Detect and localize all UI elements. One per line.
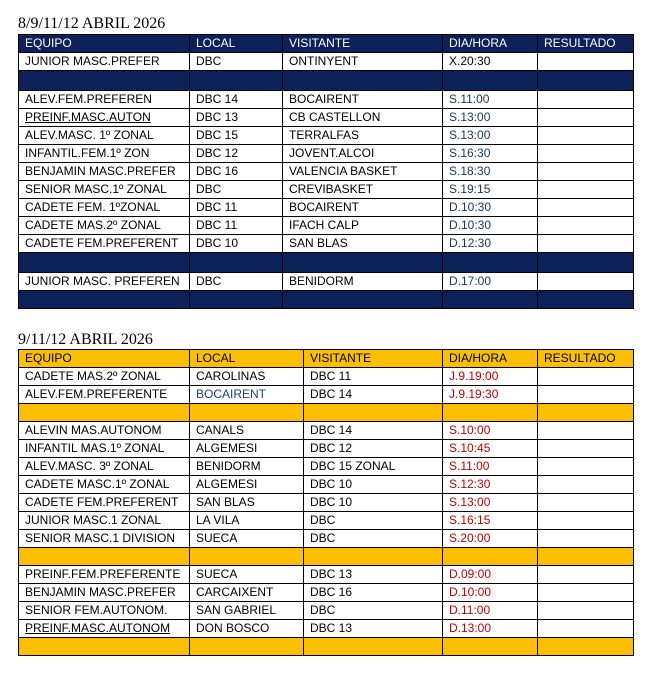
day-separator bbox=[19, 638, 634, 656]
cell-resultado bbox=[538, 620, 634, 638]
cell-local: DBC 15 bbox=[190, 127, 283, 145]
home-schedule-table bbox=[18, 34, 634, 309]
table-row bbox=[19, 368, 634, 386]
table-row bbox=[19, 53, 634, 71]
cell-resultado bbox=[538, 512, 634, 530]
cell-resultado bbox=[538, 145, 634, 163]
cell-visitante: DBC 13 bbox=[304, 620, 443, 638]
cell-visitante: ONTINYENT bbox=[283, 53, 443, 71]
table-row bbox=[19, 584, 634, 602]
table-row bbox=[19, 217, 634, 235]
header-resultado: RESULTADO bbox=[538, 350, 634, 368]
cell-visitante: BOCAIRENT bbox=[283, 199, 443, 217]
cell-resultado bbox=[538, 368, 634, 386]
cell-local: DBC 16 bbox=[190, 163, 283, 181]
table-row bbox=[19, 602, 634, 620]
section1-title: 8/9/11/12 ABRIL 2026 bbox=[18, 15, 166, 32]
cell-equipo: SENIOR FEM.AUTONOM. bbox=[19, 602, 190, 620]
table-row bbox=[19, 386, 634, 404]
cell-visitante: TERRALFAS bbox=[283, 127, 443, 145]
cell-visitante: JOVENT.ALCOI bbox=[283, 145, 443, 163]
cell-local: DBC 10 bbox=[190, 235, 283, 253]
cell-local: SAN GABRIEL bbox=[190, 602, 304, 620]
cell-local: CARCAIXENT bbox=[190, 584, 304, 602]
day-separator bbox=[19, 404, 634, 422]
header-visitante: VISITANTE bbox=[304, 350, 443, 368]
cell-equipo: JUNIOR MASC.1 ZONAL bbox=[19, 512, 190, 530]
cell-hora: D.09:00 bbox=[443, 566, 538, 584]
table-row bbox=[19, 476, 634, 494]
table-header bbox=[19, 350, 634, 368]
cell-resultado bbox=[538, 109, 634, 127]
cell-equipo: ALEVIN MAS.AUTONOM bbox=[19, 422, 190, 440]
cell-visitante: DBC 13 bbox=[304, 566, 443, 584]
cell-resultado bbox=[538, 602, 634, 620]
cell-visitante: IFACH CALP bbox=[283, 217, 443, 235]
header-equipo: EQUIPO bbox=[19, 35, 190, 53]
cell-resultado bbox=[538, 476, 634, 494]
day-separator bbox=[19, 548, 634, 566]
header-local: LOCAL bbox=[190, 35, 283, 53]
cell-hora: S.18:30 bbox=[443, 163, 538, 181]
cell-local: CANALS bbox=[190, 422, 304, 440]
cell-hora: D.17:00 bbox=[443, 273, 538, 291]
header-local: LOCAL bbox=[190, 350, 304, 368]
cell-equipo: PREINF.FEM.PREFERENTE bbox=[19, 566, 190, 584]
cell-resultado bbox=[538, 235, 634, 253]
cell-local: DBC 13 bbox=[190, 109, 283, 127]
cell-equipo: SENIOR MASC.1 DIVISION bbox=[19, 530, 190, 548]
away-schedule-table bbox=[18, 349, 634, 656]
cell-equipo: ALEV.MASC. 3º ZONAL bbox=[19, 458, 190, 476]
cell-hora: J.9.19:00 bbox=[443, 368, 538, 386]
cell-equipo: CADETE FEM.PREFERENT bbox=[19, 494, 190, 512]
cell-visitante: DBC bbox=[304, 530, 443, 548]
cell-equipo: ALEV.FEM.PREFEREN bbox=[19, 91, 190, 109]
table-row bbox=[19, 566, 634, 584]
cell-visitante: BOCAIRENT bbox=[283, 91, 443, 109]
header-dia-hora: DIA/HORA bbox=[443, 350, 538, 368]
cell-equipo: JUNIOR MASC.PREFER bbox=[19, 53, 190, 71]
cell-hora: D.10:30 bbox=[443, 217, 538, 235]
table-row bbox=[19, 440, 634, 458]
cell-visitante: DBC 11 bbox=[304, 368, 443, 386]
table-row bbox=[19, 530, 634, 548]
cell-visitante: DBC 14 bbox=[304, 386, 443, 404]
section2-title: 9/11/12 ABRIL 2026 bbox=[18, 331, 153, 348]
cell-local: DBC 14 bbox=[190, 91, 283, 109]
cell-resultado bbox=[538, 422, 634, 440]
cell-local: DBC bbox=[190, 273, 283, 291]
cell-local: DBC bbox=[190, 181, 283, 199]
cell-equipo: ALEV.FEM.PREFERENTE bbox=[19, 386, 190, 404]
cell-resultado bbox=[538, 530, 634, 548]
table-row bbox=[19, 163, 634, 181]
cell-hora: S.13:00 bbox=[443, 109, 538, 127]
cell-equipo: CADETE MAS.2º ZONAL bbox=[19, 368, 190, 386]
table-row bbox=[19, 181, 634, 199]
header-equipo: EQUIPO bbox=[19, 350, 190, 368]
cell-local: DBC 11 bbox=[190, 199, 283, 217]
cell-equipo: ALEV.MASC. 1º ZONAL bbox=[19, 127, 190, 145]
day-separator bbox=[19, 253, 634, 273]
cell-hora: S.13:00 bbox=[443, 127, 538, 145]
cell-hora: S.16:15 bbox=[443, 512, 538, 530]
cell-visitante: DBC bbox=[304, 512, 443, 530]
cell-hora: S.19:15 bbox=[443, 181, 538, 199]
cell-hora: D.10:30 bbox=[443, 199, 538, 217]
cell-visitante: DBC 15 ZONAL bbox=[304, 458, 443, 476]
cell-visitante: DBC 10 bbox=[304, 494, 443, 512]
cell-equipo: INFANTIL.FEM.1º ZON bbox=[19, 145, 190, 163]
cell-resultado bbox=[538, 566, 634, 584]
cell-equipo: CADETE MASC.1º ZONAL bbox=[19, 476, 190, 494]
cell-local: SAN BLAS bbox=[190, 494, 304, 512]
cell-visitante: CB CASTELLON bbox=[283, 109, 443, 127]
cell-resultado bbox=[538, 91, 634, 109]
cell-local: ALGEMESI bbox=[190, 476, 304, 494]
cell-local: SUECA bbox=[190, 530, 304, 548]
cell-visitante: DBC 16 bbox=[304, 584, 443, 602]
cell-local: DON BOSCO bbox=[190, 620, 304, 638]
cell-resultado bbox=[538, 386, 634, 404]
cell-local: ALGEMESI bbox=[190, 440, 304, 458]
table-row bbox=[19, 620, 634, 638]
cell-equipo: CADETE MAS.2º ZONAL bbox=[19, 217, 190, 235]
cell-hora: S.13:00 bbox=[443, 494, 538, 512]
cell-hora: S.12:30 bbox=[443, 476, 538, 494]
cell-resultado bbox=[538, 199, 634, 217]
cell-equipo: PREINF.MASC.AUTONOM bbox=[19, 620, 190, 638]
day-separator bbox=[19, 291, 634, 309]
cell-hora: X.20:30 bbox=[443, 53, 538, 71]
cell-equipo: CADETE FEM. 1ºZONAL bbox=[19, 199, 190, 217]
cell-hora: S.16:30 bbox=[443, 145, 538, 163]
table-row bbox=[19, 458, 634, 476]
cell-hora: D.13:00 bbox=[443, 620, 538, 638]
table-row bbox=[19, 145, 634, 163]
cell-hora: D.10:00 bbox=[443, 584, 538, 602]
header-visitante: VISITANTE bbox=[283, 35, 443, 53]
table-row bbox=[19, 512, 634, 530]
cell-visitante: CREVIBASKET bbox=[283, 181, 443, 199]
cell-equipo: INFANTIL MAS.1º ZONAL bbox=[19, 440, 190, 458]
cell-equipo: BENJAMIN MASC.PREFER bbox=[19, 584, 190, 602]
cell-hora: S.11:00 bbox=[443, 91, 538, 109]
cell-local: BENIDORM bbox=[190, 458, 304, 476]
cell-visitante: DBC 10 bbox=[304, 476, 443, 494]
table-header bbox=[19, 35, 634, 53]
cell-visitante: BENIDORM bbox=[283, 273, 443, 291]
cell-resultado bbox=[538, 217, 634, 235]
cell-resultado bbox=[538, 273, 634, 291]
table-row bbox=[19, 109, 634, 127]
cell-resultado bbox=[538, 163, 634, 181]
cell-hora: S.10:45 bbox=[443, 440, 538, 458]
cell-hora: S.11:00 bbox=[443, 458, 538, 476]
cell-local: LA VILA bbox=[190, 512, 304, 530]
cell-visitante: VALENCIA BASKET bbox=[283, 163, 443, 181]
header-resultado: RESULTADO bbox=[538, 35, 634, 53]
cell-hora: D.12:30 bbox=[443, 235, 538, 253]
table-row bbox=[19, 91, 634, 109]
cell-equipo: JUNIOR MASC. PREFEREN bbox=[19, 273, 190, 291]
cell-resultado bbox=[538, 494, 634, 512]
cell-local: DBC 11 bbox=[190, 217, 283, 235]
cell-hora: D.11:00 bbox=[443, 602, 538, 620]
cell-resultado bbox=[538, 181, 634, 199]
cell-resultado bbox=[538, 458, 634, 476]
header-dia-hora: DIA/HORA bbox=[443, 35, 538, 53]
cell-hora: S.20:00 bbox=[443, 530, 538, 548]
cell-equipo: BENJAMIN MASC.PREFER bbox=[19, 163, 190, 181]
cell-hora: S.10:00 bbox=[443, 422, 538, 440]
cell-equipo: CADETE FEM.PREFERENT bbox=[19, 235, 190, 253]
cell-visitante: DBC 14 bbox=[304, 422, 443, 440]
table-row bbox=[19, 422, 634, 440]
cell-resultado bbox=[538, 127, 634, 145]
day-separator bbox=[19, 71, 634, 91]
cell-local: SUECA bbox=[190, 566, 304, 584]
cell-visitante: SAN BLAS bbox=[283, 235, 443, 253]
table-row bbox=[19, 199, 634, 217]
cell-resultado bbox=[538, 584, 634, 602]
cell-local: DBC bbox=[190, 53, 283, 71]
cell-resultado bbox=[538, 53, 634, 71]
cell-local: DBC 12 bbox=[190, 145, 283, 163]
cell-local: CAROLINAS bbox=[190, 368, 304, 386]
table-row bbox=[19, 235, 634, 253]
cell-visitante: DBC bbox=[304, 602, 443, 620]
table-row bbox=[19, 273, 634, 291]
table-row bbox=[19, 494, 634, 512]
cell-equipo: PREINF.MASC.AUTON bbox=[19, 109, 190, 127]
cell-resultado bbox=[538, 440, 634, 458]
cell-local: BOCAIRENT bbox=[190, 386, 304, 404]
cell-visitante: DBC 12 bbox=[304, 440, 443, 458]
table-row bbox=[19, 127, 634, 145]
cell-hora: J.9.19:30 bbox=[443, 386, 538, 404]
cell-equipo: SENIOR MASC.1º ZONAL bbox=[19, 181, 190, 199]
